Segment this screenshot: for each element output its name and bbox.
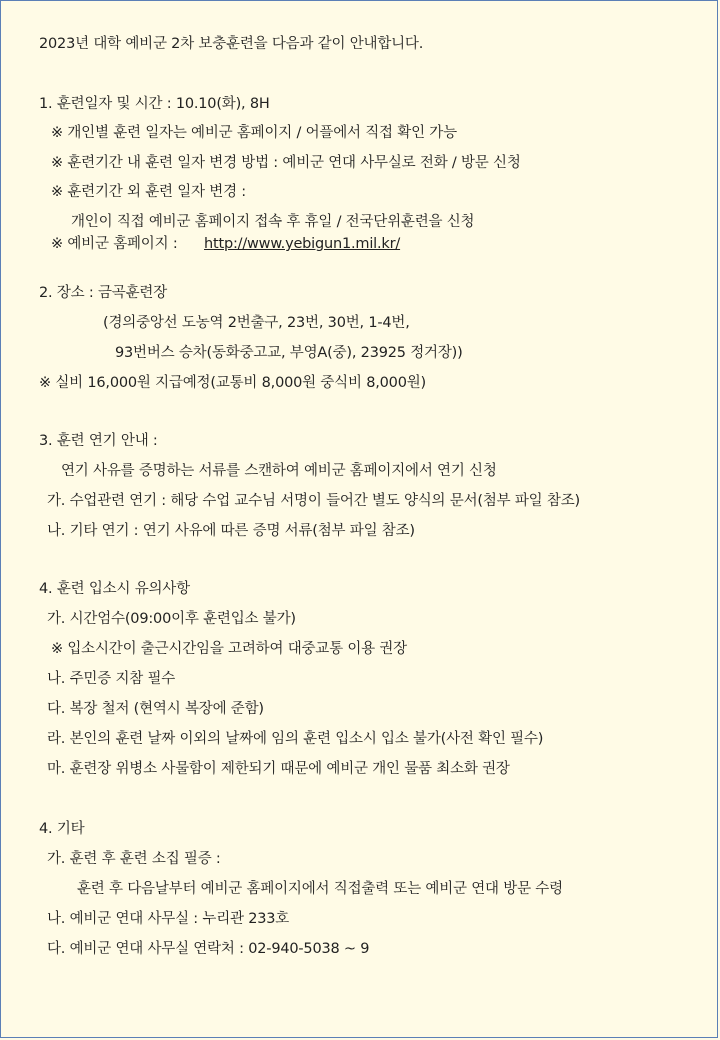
section-1-line-3: ※ 훈련기간 외 훈련 일자 변경 :: [51, 184, 246, 200]
section-5-line-2: 훈련 후 다음날부터 예비군 홈페이지에서 직접출력 또는 예비군 연대 방문 수령: [77, 881, 563, 897]
section-1-line-1: ※ 개인별 훈련 일자는 예비군 홈페이지 / 어플에서 직접 확인 가능: [51, 125, 457, 141]
section-3-title: 3. 훈련 연기 안내 :: [39, 433, 158, 449]
section-3-line-1: 연기 사유를 증명하는 서류를 스캔하여 예비군 홈페이지에서 연기 신청: [61, 463, 497, 479]
section-4-title: 4. 훈련 입소시 유의사항: [39, 581, 190, 597]
section-5-line-1: 가. 훈련 후 훈련 소집 필증 :: [47, 851, 221, 867]
section-4-line-2: ※ 입소시간이 출근시간임을 고려하여 대중교통 이용 권장: [51, 641, 407, 657]
section-4-line-6: 마. 훈련장 위병소 사물함이 제한되기 때문에 예비군 개인 물품 최소화 권장: [47, 761, 510, 777]
section-2-line-1: (경의중앙선 도농역 2번출구, 23번, 30번, 1-4번,: [103, 315, 410, 331]
section-5-line-3: 나. 예비군 연대 사무실 : 누리관 233호: [47, 911, 290, 927]
section-3-line-3: 나. 기타 연기 : 연기 사유에 따른 증명 서류(첨부 파일 참조): [47, 523, 415, 539]
section-1-line-2: ※ 훈련기간 내 훈련 일자 변경 방법 : 예비군 연대 사무실로 전화 / 방문 신청: [51, 155, 521, 171]
section-4-line-4: 다. 복장 철저 (현역시 복장에 준함): [47, 701, 264, 717]
intro-text: 2023년 대학 예비군 2차 보충훈련을 다음과 같이 안내합니다.: [39, 36, 424, 52]
section-4-line-1: 가. 시간엄수(09:00이후 훈련입소 불가): [47, 611, 296, 627]
section-1-line-4: 개인이 직접 예비군 홈페이지 접속 후 휴일 / 전국단위훈련을 신청: [71, 214, 475, 230]
section-2-line-2: 93번버스 승차(동화중고교, 부영A(중), 23925 정거장)): [115, 345, 463, 361]
section-1-title: 1. 훈련일자 및 시간 : 10.10(화), 8H: [39, 96, 270, 112]
section-2-title: 2. 장소 : 금곡훈련장: [39, 285, 167, 301]
section-5-line-4: 다. 예비군 연대 사무실 연락처 : 02-940-5038 ~ 9: [47, 941, 370, 957]
section-4-line-3: 나. 주민증 지참 필수: [47, 671, 176, 687]
section-3-line-2: 가. 수업관련 연기 : 해당 수업 교수님 서명이 들어간 별도 양식의 문서(첨부 파일 참조): [47, 493, 580, 509]
homepage-label: ※ 예비군 홈페이지 :: [51, 236, 178, 252]
section-4-line-5: 라. 본인의 훈련 날짜 이외의 날짜에 임의 훈련 입소시 입소 불가(사전 확인 필수): [47, 731, 544, 747]
section-2-line-3: ※ 실비 16,000원 지급예정(교통비 8,000원 중식비 8,000원): [39, 375, 426, 391]
section-5-title: 4. 기타: [39, 821, 85, 837]
homepage-link[interactable]: http://www.yebigun1.mil.kr/: [204, 236, 401, 252]
